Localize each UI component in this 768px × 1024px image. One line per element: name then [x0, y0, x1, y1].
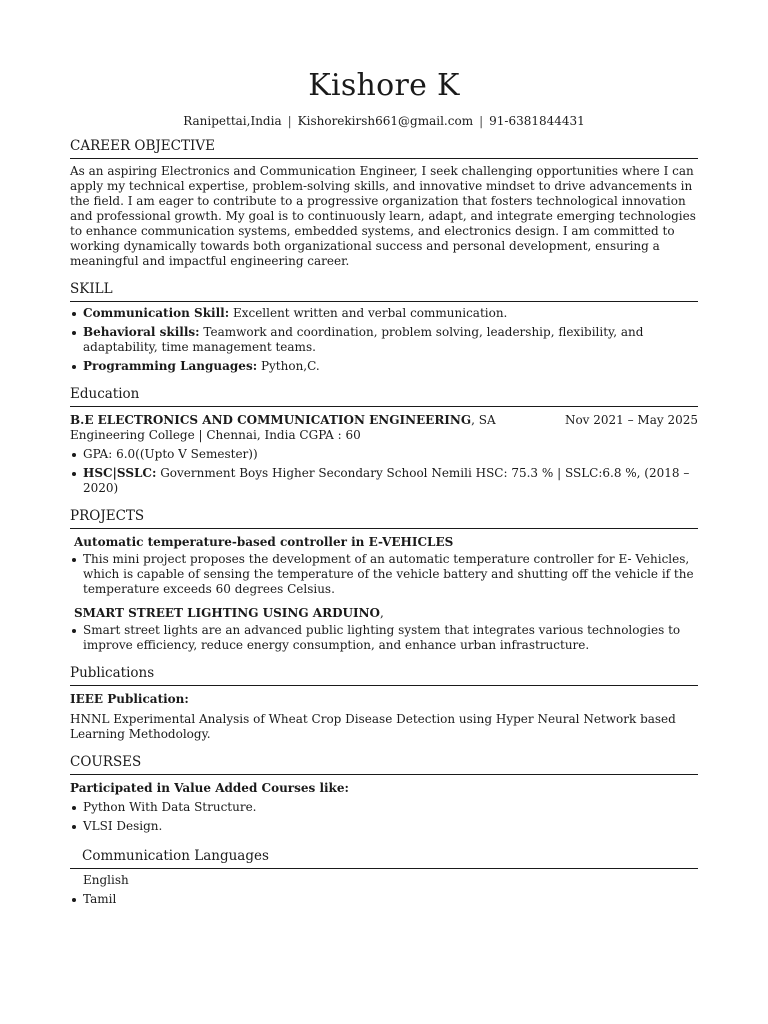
section-title-career-objective: CAREER OBJECTIVE — [70, 138, 698, 159]
skill-text: Teamwork and coordination, problem solving, leadership, flexibility, and adaptability, time management teams. — [83, 325, 644, 354]
phone: 91-6381844431 — [489, 114, 585, 128]
contact-line — [70, 114, 698, 129]
list-item: English — [83, 873, 129, 887]
section-title-skill: SKILL — [70, 281, 698, 302]
education-list — [70, 447, 698, 496]
publication-text: HNNL Experimental Analysis of Wheat Crop Disease Detection using Hyper Neural Network based Learning Methodology. — [70, 712, 676, 741]
projects-section — [70, 508, 698, 653]
list-item — [70, 325, 698, 355]
skill-label: Communication Skill: — [83, 306, 230, 320]
project-title: Automatic temperature-based controller in E-VEHICLES — [74, 535, 454, 549]
project-list — [70, 623, 698, 653]
list-item: This mini project proposes the development of an automatic temperature controller for E- Vehicles, which is capable of sensing the temperature of the vehicle battery and shutting off the vehicle if the temperature exceeds 60 degrees Celsius. — [70, 552, 698, 597]
location: Ranipettai,India — [183, 114, 282, 128]
separator: | — [287, 114, 292, 128]
career-objective-section — [70, 138, 698, 269]
email: Kishorekirsh661@gmail.com — [297, 114, 474, 128]
list-item: Smart street lights are an advanced public lighting system that integrates various technologies to improve efficiency, reduce energy consumption, and enhance urban infrastructure. — [70, 623, 698, 653]
list-item — [70, 306, 698, 321]
education-entry — [70, 413, 698, 443]
section-title-projects: PROJECTS — [70, 508, 698, 529]
publication-type: IEEE Publication: — [70, 692, 189, 706]
education-section — [70, 386, 698, 496]
hsc-label: HSC|SSLC: — [83, 466, 157, 480]
courses-list — [70, 800, 698, 834]
list-item: Python With Data Structure. — [70, 800, 698, 815]
degree: B.E ELECTRONICS AND COMMUNICATION ENGINEERING — [70, 413, 472, 427]
separator: | — [479, 114, 484, 128]
list-item — [70, 466, 698, 496]
languages-list — [70, 873, 698, 907]
project-suffix: , — [380, 606, 384, 620]
list-item — [70, 359, 698, 374]
skill-label: Behavioral skills: — [83, 325, 200, 339]
list-item: VLSI Design. — [70, 819, 698, 834]
skill-label: Programming Languages: — [83, 359, 258, 373]
education-dates: Nov 2021 – May 2025 — [564, 413, 698, 427]
courses-section — [70, 754, 698, 834]
section-title-education: Education — [70, 386, 698, 407]
education-degree-line — [70, 413, 510, 443]
publications-section — [70, 665, 698, 742]
list-item: GPA: 6.0((Upto V Semester)) — [70, 447, 698, 462]
project-name: SMART STREET LIGHTING USING ARDUINO — [74, 606, 380, 620]
courses-subtitle: Participated in Value Added Courses like: — [70, 781, 349, 795]
list-item: Tamil — [70, 892, 698, 907]
section-title-courses: COURSES — [70, 754, 698, 775]
skill-text: Excellent written and verbal communication. — [229, 306, 508, 320]
institution: , SA Engineering College | Chennai, India CGPA : 60 — [70, 413, 496, 442]
languages-section — [70, 848, 698, 907]
candidate-name: Kishore K — [308, 68, 460, 103]
skill-text: Python,C. — [257, 359, 320, 373]
hsc-text: Government Boys Higher Secondary School Nemili HSC: 75.3 % | SSLC:6.8 %, (2018 – 2020) — [83, 466, 690, 495]
section-title-languages: Communication Languages — [70, 848, 698, 869]
skill-list — [70, 306, 698, 374]
career-objective-text: As an aspiring Electronics and Communication Engineer, I seek challenging opportunities where I can apply my technical expertise, problem-solving skills, and innovative mindset to drive advancements in the field. I am eager to contribute to a progressive organization that fosters technological innovation and professional growth. My goal is to continuously learn, adapt, and integrate emerging technologies to enhance communication systems, embedded systems, and electronics design. I am committed to working dynamically towards both organizational success and personal development, ensuring a meaningful and impactful engineering career. — [70, 164, 696, 268]
section-title-publications: Publications — [70, 665, 698, 686]
project-title — [70, 606, 698, 621]
project-list — [70, 552, 698, 597]
skill-section — [70, 281, 698, 374]
